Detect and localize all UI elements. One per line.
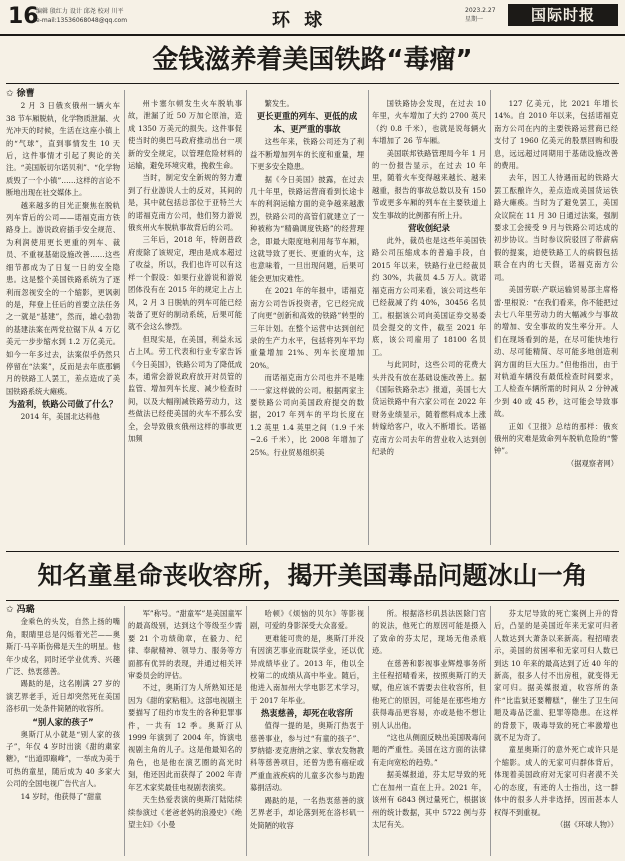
editors-line: 编辑 殷红力 设计 邱尧 校对 川平 [36, 8, 124, 15]
paragraph: 据《今日美国》披露，在过去几十年里，铁路运营商看到长途卡车的利润运输方面的竞争越来越激烈，铁路公司的高管们就建立了一种被称为“精确调度铁路”的经营理念，即最大限度地利用每节车厢，这就导致了更长、更重的火车，这也意味着，一旦出现问题，后果可能会更加灾难性。 [250, 174, 364, 283]
column-divider [490, 606, 491, 856]
paragraph: 当时，制定安全新规的努力遭到了行业游说人士的反对，其间的是，其中就包括总部位于亚特兰大的诺福克南方公司，他们努力游说俄亥州火车脱轨事故背后的公司。 [128, 173, 242, 233]
column-divider [124, 90, 125, 545]
paragraph: 此外，裁员也是这些年美国铁路公司压缩成本的普遍手段，自 2015 年以来，铁路行业已经裁员约 30%，共裁员 4.5 万人。就诺福克南方公司来看，该公司这些年已经裁减了约 40%，30456 名员工。根据该公司向美国证券交易委员会提交的文件，截至 2021 年底，该公司雇用了 18100 名员工。 [372, 236, 486, 357]
paragraph: 不过，奥斯汀为人所熟知还是因为《甜的家粘粗》。这部电视剧主要描写了纽约市发生的各种犯罪事件，一共有 12 季。奥斯汀从 1999 年演到了 2004 年，饰演电视剧主角的儿子。这是他最知名的角色，也是他在演艺圈的高光时刻，他还因此而获得了 2002 年青年艺术家奖最佳电视剧表演奖。 [128, 683, 242, 792]
paragraph: 州卡塞尔顿发生火车脱轨事故，泄漏了近 50 万加仑原油，造成 1350 万美元的损失。这件事促使当时的奥巴马政府推动出台一项新的安全规定，以管理危险材料的运输，避免环境灾难，挽救生命。 [128, 99, 242, 171]
paragraph: 14 岁时，他获得了“甜童 [20, 791, 102, 801]
paragraph: 正如《卫报》总结的那样：俄亥俄州的灾难是致命列车脱轨危险的“警钟”。 [494, 421, 618, 456]
paragraph: 童星奥斯汀的意外死亡或许只是个缩影。成人的无家可归群体背后，体现着美国政府对无家可归者漠不关心的态度，有迹的人士指出，这一群体中的很多人并非选择，因而甚本人权得不到重视。 [494, 745, 618, 817]
editors-email: e-mail:13536068048@qq.com [36, 17, 128, 24]
article2-column-3 [250, 608, 364, 858]
paragraph: 2014 年，美国北达科他 [20, 412, 100, 422]
column-divider [246, 606, 247, 856]
paragraph: 三年后，2018 年，特朗普政府废除了该规定，理由是成本超过了收益，所以，我们也许可以有这样一个假设：如果行业游说和游说团体没有在 2015 年的规定上占上风，2 月 3 日脱轨的列车可能已经装备了更好的制动系统，后果可能就不会这么惨烈。 [128, 235, 242, 332]
article2-author: ✩ 冯璐 [6, 605, 35, 615]
paragraph: 而诺福克南方公司也并不是唯一一家这样做的公司。根据两家主要铁路公司向美国政府提交的数据，2017 年列车的平均长度在 1.2 英里 1.4 英里之间（1.9 千米~2.6 千米），比 2008 年增加了 25%。行业贸易组织美 [250, 373, 364, 457]
paragraph: 踢跶的是，一名热衷慈善的演艺界老手，却论落到死在洛杉矶一处简陋的收容 [250, 795, 364, 830]
paragraph: 据美媒报道，芬太尼导致的死亡在加州一直在上升。2021 年，该州有 6843 例过量死亡，根据该州的统计数据，其中 5722 例与芬太尼有关。 [372, 770, 486, 829]
divider [6, 600, 619, 601]
paragraph: 美国联邦铁路管理局今年 1 月的一份报告显示，在过去 10 年里，随着火车变得越来越长、越来越重，报告的事故总数以及有 150 节或更多车厢的列车在主要铁道上发生事故的比例都有所上升。 [372, 148, 486, 220]
section-title: 环 球 [272, 10, 327, 31]
paragraph: 与此同时，这些公司的花费大头并没有放在基础设施改善上。据《国际铁路杂志》报道，美国七大货运铁路中有六家公司在 2022 年财务业绩显示，随着燃料成本上涨转嫁给客户，收入不断增长。诺福克南方公司去年的营业收入达到创纪录的 [372, 360, 486, 456]
article1-column-4 [372, 98, 486, 548]
masthead-logo: 国际时报 [508, 4, 618, 26]
paragraph: 踢跶的是，这名刚满 27 岁的演艺界老手，近日却突然死在美国洛杉矶一处条件简陋的收容所。 [6, 679, 120, 714]
column-divider [368, 90, 369, 545]
paragraph: 军”称号。“甜童军”是美国童军的最高级别，达到这个等级至少需要 21 个功绩勋章，在毅力、纪律、奉献精神、领导力、服务等方面都有优异的表现，并通过相关评审委员会的评估。 [128, 609, 242, 681]
column-divider [124, 606, 125, 856]
paragraph: 2 月 3 日俄亥俄州一辆火车 38 节车厢脱轨，化学物质泄漏、火光冲天的时候，生活在这座小镇上的“气球”，直到事情发生 10 天后，这件事情才引起了舆论的关注。“美国版切尔诺贝利”、“化学物质毁了一个小镇”……这样的言论不断地出现在社交媒体上。 [6, 101, 120, 198]
paragraph: 越来越多的目光正聚焦在脱轨列车背后的公司——诺福克南方铁路身上。游说政府插手安全规范、为利润使用更长更重的列车、裁员、不重视基础设施改善……这些细节都成为了日复一日的安全隐患。这是整个美国铁路系统为了逐利而忽视安全的一个缩影，更讽刺的是，拜登上任后的首要立法任务之一就是“基建”，然而，雄心勃勃的基建法案在两党拉锯下从 4 万亿美元一步步缩水到 1.2 万亿美元。如今一年多过去，法案似乎仍然只停留在“法案”，反而是去年底那辆月的铁路工人罢工，差点造成了美国铁路系统大瘫痪。 [6, 200, 120, 396]
paragraph: 但现实是，在美国，利益永远占上风。劳工代表和行业专家告诉《今日美国》，铁路公司为了降低成本，通常会游说政府放开对员管的监管、增加列车长度、减少检查时间，以及大幅削减铁路劳动力，这些做法已经使美国的火车不那么安全，会导致俄亥俄州这样的事故更加频 [128, 334, 242, 443]
issue-date [465, 6, 496, 24]
article1-column-2 [128, 98, 242, 548]
paragraph: 这些年来，铁路公司还为了利益不断增加列车的长度和重量，埋下更多安全隐患。 [250, 137, 364, 172]
article1-headline: 金钱滋养着美国铁路“毒瘤” [152, 45, 473, 75]
article2-column-5 [494, 608, 618, 858]
article2-headline: 知名童星命丧收容所，揭开美国毒品问题冰山一角 [37, 561, 588, 590]
paragraph: 国铁路协会发现，在过去 10 年里，火车增加了大约 2700 英尺（约 0.8 千米），也就是说每辆火车增加了 26 节车厢。 [372, 99, 486, 146]
column-divider [490, 90, 491, 545]
paragraph: 金乘色的头发，自然上扬的嘴角，眼睛里总是闪烁着光芒——奥斯汀·马辛斯伤佛是天生的明星。他年少成名，同时还学业优秀、兴趣广泛、热衷慈善。 [6, 617, 120, 677]
article2-subheading-1: “别人家的孩子” [32, 716, 94, 727]
column-divider [368, 606, 369, 856]
page-number: 16 [8, 4, 39, 29]
article2-column-2 [128, 608, 242, 858]
article2-column-1 [6, 604, 120, 858]
paragraph: 芬太尼导致的死亡案例上升的背后，凸显的是美国近年来无家可归者人数达到大萧条以来新高。程招晴表示，美国的贫困率和无家可归人数已到达 10 年来的最高达到了近 40 年的新高，很多人付不出房租，就变得无家可归。据美媒报道，收容所的条件“比监狱还要糟糕”，催生了卫生问题及毒品泛滥、犯罪等隐患。在这样的背景下，吸毒导致的死亡率激增也就不足为奇了。 [494, 609, 618, 743]
paragraph: 更难能可贵的是，奥斯汀并没有因演艺事业而耽误学业，还以优异成绩毕业了。2013 年，他以全校第二的成绩从高中毕业。随后，他进入南加州大学电影艺术学习，于 2017 年毕业。 [250, 633, 364, 705]
paragraph: 去年，因工人待遇而起的铁路大罢工酝酿许久，差点造成美国货运铁路大瘫痪。当时为了避免罢工，美国众议院在 11 月 30 日通过法案，强制要求工会接受 9 月与铁路公司达成的初步协议。当时参议院驳回了带薪病假的提案，迫使铁路工人的病假包括联合在内的七天假，诺福克南方公司。 [494, 173, 618, 282]
editors-credit [36, 7, 127, 25]
article2-column-4 [372, 608, 486, 858]
weekday-text: 星期一 [465, 16, 484, 23]
paragraph: 在 2021 年的年报中，诺福克南方公司告诉投资者，它已经完成了向更“创新和高效的铁路”转型的三年计划。在整个运营中达到创纪录的生产力水平，包括将列车平均重量增加 21%、列车长度增加 20%。 [250, 286, 364, 370]
paragraph: 127 亿美元，比 2021 年增长 14%。自 2010 年以来，包括诺福克南方公司在内的主要铁路运营商已经支付了 1960 亿美元的股票回购和股息，远远超过同期用于基础设施改善的费用。 [494, 99, 618, 171]
paragraph: 在慈善和影视事业辉煌事务所主任程招晴看来，按照奥斯汀的天赋，他应该不需要去住收容所，但他死亡的原因，可能是在那些地方获得毒品更容易，亦或是他不想让别人认出他。 [372, 658, 486, 730]
article1-subheading-1: 为盈利，铁路公司做了什么？ [8, 399, 118, 410]
divider [6, 83, 619, 84]
article1-column-3 [250, 98, 364, 548]
paragraph: 奥斯汀从小就是“别人家的孩子”，年仅 4 岁时出演《甜的粛家糖》，“出道即巅峰”，一举成为美于可热的童星，随后成为 40 多家大公司的全国电视广告代言人。 [6, 729, 120, 789]
article1-column-1 [6, 88, 120, 548]
article2-subheading-2: 热衷慈善，却死在收容所 [260, 708, 354, 719]
column-divider [246, 90, 247, 545]
paragraph: 哈顿》《烦恼的贝尔》等影视剧，可爱的身影深受大众喜爱。 [250, 609, 364, 631]
paragraph: 美国劳联·产联运输贸易部主席格雷·里根说：“在我们看来，你不能把过去七八年里劳动力的大幅减少与事故的增加、安全事故的发生率分开。人们在现场看到的是，在尽可能快地行动、尽可能精简、尽可能多地创造利润方面的巨大压力。”但他指出，由于对轨道车辆没有最低检查时间要求，工人检查车辆所需的时间从 2 分钟减少到 40 或 45 秒，这可能会导致事故。 [494, 285, 618, 419]
paragraph: “这也从侧面反映出美国吸毒问题的严重性。美国在这方面的法律有走向宽松的趋势。” [372, 733, 486, 767]
paragraph: 所。根据洛杉矶县法医除门官的说法，他死亡的原因可能是摄入了致命的芬太尼，现场无他杀痕迹。 [372, 609, 486, 656]
paragraph: 繁发生。 [264, 99, 294, 108]
page-header [0, 0, 625, 36]
article1-author: ✩ 徐曹 [6, 89, 35, 99]
date-text: 2023.2.27 [465, 7, 496, 14]
article1-subheading-2: 更长更重的列车、更低的成本、更严重的事故 [256, 111, 358, 135]
article2-source: （据《环球人物》） [555, 819, 618, 829]
article1-subheading-3: 营收创纪录 [408, 223, 450, 234]
paragraph: 值得一提的是，奥斯汀热衷于慈善事业，参与过“有童的孩子”、罗纳德·麦克唐纳之家、掌农发物教科等慈善项目，还曾为患有癌症或严重血液疾病的儿童多次参与助跑募捐活动。 [250, 721, 364, 793]
divider [6, 551, 619, 552]
paragraph: 天生热爱表演的奥斯汀陆陆续续参演过《老爸老妈的浪漫史》《绝望主妇》《小曼 [128, 795, 242, 829]
article1-source: （据观察者网） [566, 458, 618, 468]
article1-column-5 [494, 98, 618, 548]
